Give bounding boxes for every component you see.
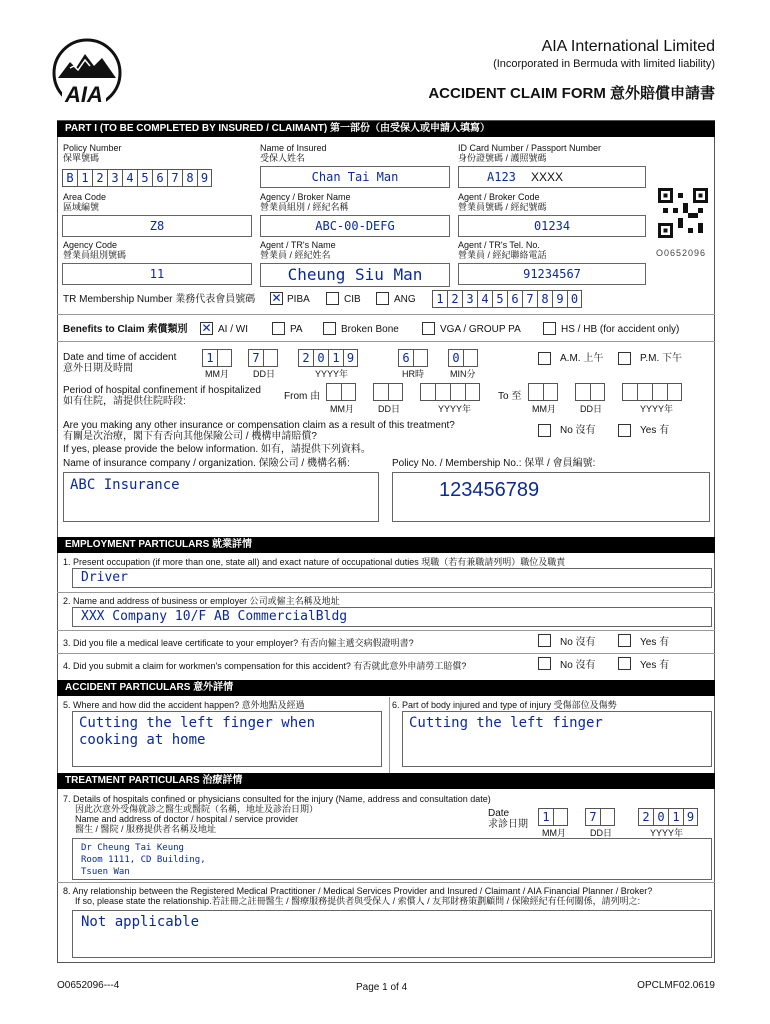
accident-year-digit: 9 [343,349,358,367]
policy-digit: 8 [182,169,197,187]
accident-month[interactable]: 1 [202,349,232,367]
tr-digit: 6 [507,290,522,308]
ang-checkbox[interactable] [376,292,389,305]
ang-label: ANG [394,294,416,305]
accident-how-field[interactable]: Cutting the left finger when cooking at home [72,711,382,767]
q3-no-label: No 沒有 [560,637,596,648]
q3-yes-label: Yes 有 [640,637,670,648]
insured-label: Name of Insured 受保人姓名 [260,143,327,163]
footer-code: O0652096---4 [57,980,120,991]
consult-year-digit: 0 [653,808,668,826]
from-yyyy-caption: YYYY年 [438,404,472,414]
accident-particulars-title: ACCIDENT PARTICULARS 意外詳情 [57,680,715,696]
consult-year-digit: 2 [638,808,653,826]
piba-label: PIBA [287,294,310,305]
page-number: Page 1 of 4 [356,982,408,993]
tr-digit: 8 [537,290,552,308]
consult-year-digit: 9 [683,808,698,826]
consult-yyyy-caption: YYYY年 [650,828,684,838]
area-field[interactable]: Z8 [62,215,252,237]
period-label: Period of hospital confinement if hospitalized 如有住院，請提供住院時段: [63,385,261,407]
q8-label: 8. Any relationship between the Registered Medical Practitioner / Medical Services Provider and Insured / Claimant / AIA Financial Planner / Broker? If so, please state the relationship.若註冊之註冊醫生 / 醫療服務提供者與受保人 / 索償人 / 友邦財務策劃顧問 / 保險經紀有任何關係，請列明之: [63,886,653,906]
benefit-vga-label: VGA / GROUP PA [440,324,521,335]
from-dd-caption: DD日 [378,404,400,414]
policy-label: Policy Number 保單號碼 [63,143,122,163]
policy-membership-field[interactable]: 123456789 [392,472,710,522]
relationship-field[interactable]: Not applicable [72,910,712,958]
insured-field[interactable]: Chan Tai Man [260,166,450,188]
benefit-pa-checkbox[interactable] [272,322,285,335]
tr-digit: 1 [432,290,447,308]
q1-label: 1. Present occupation (if more than one, state all) and exact nature of occupational duties 現職（若有兼職請列明）職位及職責 [63,557,566,567]
agent-code-label: Agent / Broker Code 營業員號碼 / 經紀號碼 [458,192,547,212]
idcard-label: ID Card Number / Passport Number 身份證號碼 / 護照號碼 [458,143,602,163]
q2-label: 2. Name and address of business or employer 公司或僱主名稱及地址 [63,596,340,606]
other-claim-yes-checkbox[interactable] [618,424,631,437]
q4-no-checkbox[interactable] [538,657,551,670]
accident-year-digit: 1 [328,349,343,367]
q4-label: 4. Did you submit a claim for workmen's compensation for this accident? 有否就此意外申請勞工賠償? [63,661,467,671]
agent-tel-label: Agent / TR's Tel. No. 營業員 / 經紀聯絡電話 [458,240,547,260]
incorporated-note: (Incorporated in Bermuda with limited liability) [493,58,715,70]
tr-digit: 9 [552,290,567,308]
agency-code-label: Agency Code 營業員組別號碼 [63,240,127,260]
piba-checkbox[interactable]: ✕ [271,291,282,305]
policy-digit: 2 [92,169,107,187]
insurance-company-label: Name of insurance company / organization. 保險公司 / 機構名稱: [63,458,350,469]
benefit-hs-hb-checkbox[interactable] [543,322,556,335]
benefit-broken-bone-checkbox[interactable] [323,322,336,335]
benefit-ai-wi-label: AI / WI [218,324,248,335]
q3-no-checkbox[interactable] [538,634,551,647]
hr-caption: HR時 [402,369,424,379]
q3-label: 3. Did you file a medical leave certificate to your employer? 有否向僱主遞交病假證明書? [63,638,414,648]
from-month[interactable] [326,383,356,401]
from-year[interactable] [420,383,480,401]
to-mm-caption: MM月 [532,404,556,414]
to-yyyy-caption: YYYY年 [640,404,674,414]
to-year[interactable] [622,383,682,401]
company-name: AIA International Limited [541,38,715,55]
idcard-field[interactable]: A123 XXXX [458,166,646,188]
q3-yes-checkbox[interactable] [618,634,631,647]
am-label: A.M. 上午 [560,353,604,364]
doc-code: O0652096 [656,248,707,258]
am-checkbox[interactable] [538,352,551,365]
occupation-field[interactable]: Driver [72,568,712,588]
consult-dd-caption: DD日 [590,828,612,838]
benefit-vga-checkbox[interactable] [422,322,435,335]
form-title: ACCIDENT CLAIM FORM 意外賠償申請書 [428,85,715,102]
policy-digit: 4 [122,169,137,187]
agent-name-field[interactable]: Cheung Siu Man [260,263,450,287]
agent-code-field[interactable]: 01234 [458,215,646,237]
tr-digit: 3 [462,290,477,308]
injury-field[interactable]: Cutting the left finger [402,711,712,767]
benefit-broken-bone-label: Broken Bone [341,324,399,335]
tr-label: TR Membership Number 業務代表會員號碼 [63,294,256,305]
benefit-hs-hb-label: HS / HB (for accident only) [561,324,680,335]
policy-membership-label: Policy No. / Membership No.: 保單 / 會員編號: [392,458,596,469]
q7-label: 7. Details of hospitals confined or physicians consulted for the injury (Name, address and consultation date) 因此次意外受傷就診之醫生或醫院（名稱，地址及診治日期） Name and address of doctor / hospital / service provider 醫生 / 醫院 / 服務提供者名稱及地址 [63,794,491,834]
agency-label: Agency / Broker Name 營業員組別 / 經紀名稱 [260,192,351,212]
area-label: Area Code 區域編號 [63,192,107,212]
provide-info-note: If yes, please provide the below information. 如有，請提供下列資料。 [63,444,371,455]
cib-label: CIB [344,294,361,305]
tr-digit: 2 [447,290,462,308]
agent-name-label: Agent / TR's Name 營業員 / 經紀姓名 [260,240,336,260]
q6-label: 6. Part of body injured and type of injury 受傷部位及傷勢 [392,700,617,710]
other-claim-no-checkbox[interactable] [538,424,551,437]
logo-text: AIA [62,82,106,108]
from-label: From 由 [284,391,321,402]
accident-year-digit: 2 [298,349,313,367]
part1-title: PART I (TO BE COMPLETED BY INSURED / CLAIMANT) 第一部份（由受保人或申請人填寫） [57,121,715,137]
to-dd-caption: DD日 [580,404,602,414]
dd-caption: DD日 [253,369,275,379]
policy-digit: B [62,169,77,187]
yyyy-caption: YYYY年 [315,369,349,379]
benefit-ai-wi-checkbox[interactable]: ✕ [201,321,212,335]
treatment-title: TREATMENT PARTICULARS 治療詳情 [57,773,715,789]
q4-yes-checkbox[interactable] [618,657,631,670]
policy-digit: 6 [152,169,167,187]
policy-number-cells[interactable] [62,169,212,187]
tr-digit: 0 [567,290,582,308]
policy-digit: 9 [197,169,212,187]
consult-mm-caption: MM月 [542,828,566,838]
employment-title: EMPLOYMENT PARTICULARS 就業詳情 [57,537,715,553]
policy-digit: 5 [137,169,152,187]
pm-label: P.M. 下午 [640,353,683,364]
insurance-company-field[interactable]: ABC Insurance [63,472,379,522]
qr-code-icon [658,188,708,238]
doctor-field[interactable]: Dr Cheung Tai Keung Room 1111, CD Building, Tsuen Wan [72,838,712,880]
employer-field[interactable]: XXX Company 10/F AB CommercialBldg [72,607,712,627]
agency-code-field[interactable]: 11 [62,263,252,285]
consult-year-digit: 1 [668,808,683,826]
column-divider [389,697,390,773]
q4-no-label: No 沒有 [560,660,596,671]
accident-hour[interactable]: 6 [398,349,428,367]
accident-date-label: Date and time of accident 意外日期及時間 [63,352,177,374]
pm-checkbox[interactable] [618,352,631,365]
consult-month[interactable]: 1 [538,808,568,826]
consult-day[interactable]: 7 [585,808,615,826]
q4-yes-label: Yes 有 [640,660,670,671]
policy-digit: 3 [107,169,122,187]
accident-year-digit: 0 [313,349,328,367]
tr-digit: 7 [522,290,537,308]
policy-digit: 7 [167,169,182,187]
q5-label: 5. Where and how did the accident happen? 意外地點及經過 [63,700,305,710]
consult-year[interactable] [638,808,698,826]
agent-tel-field[interactable]: 91234567 [458,263,646,285]
to-label: To 至 [498,391,522,402]
from-day[interactable] [373,383,403,401]
min-caption: MIN分 [450,369,476,379]
cib-checkbox[interactable] [326,292,339,305]
to-month[interactable] [528,383,558,401]
mm-caption: MM月 [205,369,229,379]
aia-logo [52,38,122,108]
tr-number-cells[interactable] [432,290,582,308]
benefit-pa-label: PA [290,324,303,335]
other-claim-no-label: No 沒有 [560,425,596,436]
policy-digit: 1 [77,169,92,187]
accident-day[interactable]: 7 [248,349,278,367]
agency-field[interactable]: ABC-00-DEFG [260,215,450,237]
from-mm-caption: MM月 [330,404,354,414]
consult-date-label: Date 求診日期 [488,808,528,830]
tr-digit: 5 [492,290,507,308]
tr-digit: 4 [477,290,492,308]
accident-year[interactable] [298,349,358,367]
benefits-label: Benefits to Claim 索償類別 [63,324,188,335]
form-version: OPCLMF02.0619 [637,980,715,991]
other-claim-question: Are you making any other insurance or compensation claim as a result of this treatment? 有關是次治療，閣下有否向其他保險公司 / 機構申請賠償? [63,420,455,442]
other-claim-yes-label: Yes 有 [640,425,670,436]
to-day[interactable] [575,383,605,401]
accident-minute[interactable]: 0 [448,349,478,367]
